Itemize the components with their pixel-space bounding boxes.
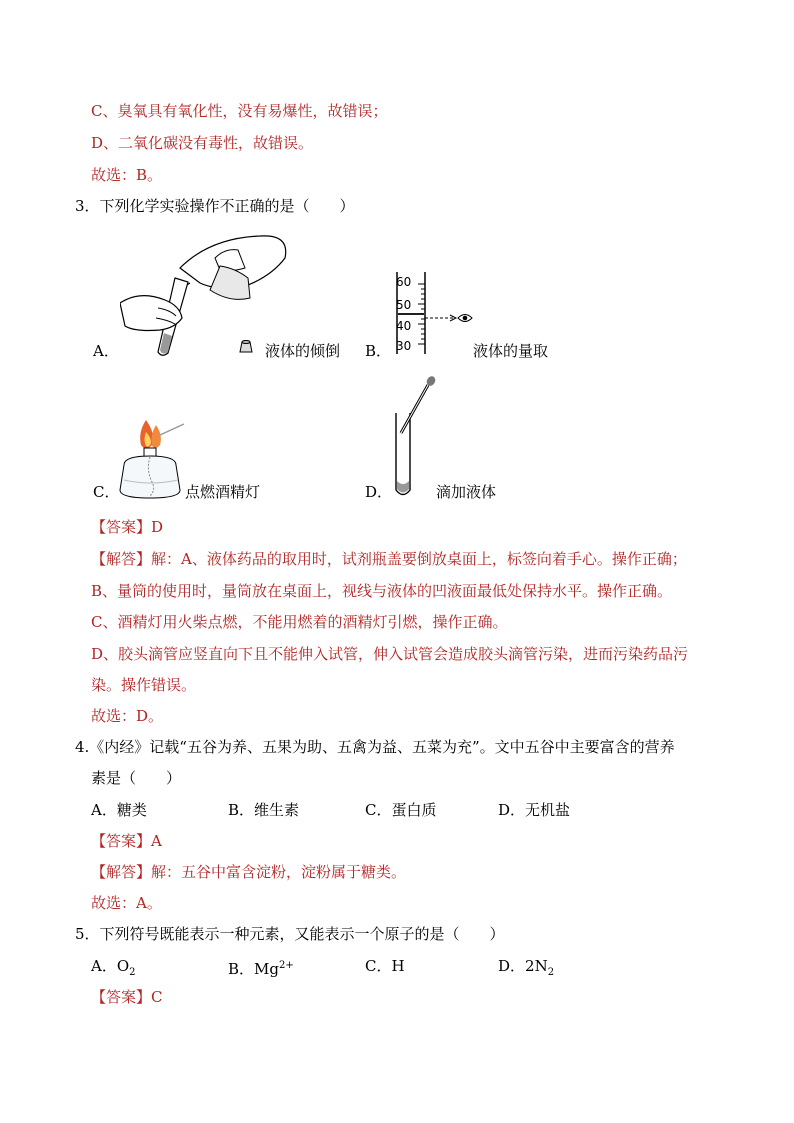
cylinder-tick-60: 60: [396, 275, 412, 289]
bottle-cap-icon: [237, 338, 255, 354]
explanation-4: [91, 862, 406, 882]
cylinder-tick-30: 30: [396, 339, 412, 353]
explanation-tag: 【解答】: [91, 863, 152, 881]
q5-option-c: C．H: [365, 957, 405, 975]
q5-option-b-text: B．Mg: [228, 960, 279, 978]
answer-tag: 【答案】: [91, 518, 152, 536]
explanation-3-b: B、量筒的使用时，量筒放在桌面上，视线与液体的凹液面最低处保持水平。操作正确。: [91, 582, 673, 600]
option-a-label: A．: [93, 342, 119, 360]
cylinder-tick-40: 40: [396, 319, 412, 333]
option-d-label: D．: [365, 483, 393, 501]
explanation-3-a: [91, 549, 687, 569]
explanation-c: C、臭氧具有氧化性，没有易爆性，故错误；: [91, 102, 388, 120]
question-4-line1: 4.《内经》记载“五谷为养、五果为助、五禽为益、五菜为充”。文中五谷中主要富含的营养: [75, 738, 675, 756]
cylinder-tick-50: 50: [396, 298, 412, 312]
option-d-caption: 滴加液体: [436, 483, 497, 501]
q5-option-a-text: A．O: [91, 957, 130, 975]
q4-option-d: D．无机盐: [498, 801, 571, 819]
q5-option-d-text: D．2N: [498, 957, 548, 975]
q5-option-a: [91, 956, 136, 983]
question-3: 3．下列化学实验操作不正确的是（ ）: [75, 197, 355, 215]
q5-option-d-sub: 2: [547, 967, 555, 978]
answer-5: [91, 987, 163, 1007]
q5-option-b: [228, 956, 294, 979]
explanation-tag: 【解答】: [91, 550, 152, 568]
choice-line: 故选：B。: [91, 166, 163, 184]
q5-option-d: [498, 956, 554, 983]
explanation-d: D、二氧化碳没有毒性，故错误。: [91, 134, 314, 152]
dropper-figure: [392, 375, 442, 500]
alcohol-lamp-figure: [116, 410, 191, 500]
answer-tag: 【答案】: [91, 832, 152, 850]
option-c-caption: 点燃酒精灯: [185, 483, 261, 501]
answer-tag: 【答案】: [91, 988, 152, 1006]
pouring-liquid-figure: [120, 228, 300, 358]
choice-4: 故选：A。: [91, 894, 162, 912]
q5-option-a-sub: 2: [129, 967, 136, 978]
option-b-label: B．: [365, 342, 392, 360]
answer-value: D: [151, 518, 164, 536]
answer-4: [91, 831, 162, 851]
q4-option-b: B．维生素: [228, 801, 300, 819]
q4-option-c: C．蛋白质: [365, 801, 437, 819]
q5-option-b-sup: 2+: [278, 960, 294, 971]
explanation-text: 解：五谷中富含淀粉，淀粉属于糖类。: [151, 863, 407, 881]
answer-value: A: [151, 832, 162, 850]
option-a-caption: 液体的倾倒: [265, 342, 341, 360]
answer-3: [91, 517, 163, 537]
option-b-caption: 液体的量取: [473, 342, 549, 360]
explanation-3-c: C、酒精灯用火柴点燃，不能用燃着的酒精灯引燃，操作正确。: [91, 613, 508, 631]
answer-value: C: [151, 988, 163, 1006]
option-c-label: C．: [93, 483, 120, 501]
question-5: 5．下列符号既能表示一种元素，又能表示一个原子的是（ ）: [75, 925, 505, 943]
explanation-text: 解：A、液体药品的取用时，试剂瓶盖要倒放桌面上，标签向着手心。操作正确；: [151, 550, 687, 568]
explanation-3-d1: D、胶头滴管应竖直向下且不能伸入试管，伸入试管会造成胶头滴管污染，进而污染药品污: [91, 645, 689, 663]
q4-option-a: A．糖类: [91, 801, 147, 819]
question-4-line2: 素是（ ）: [91, 769, 182, 787]
explanation-3-d2: 染。操作错误。: [91, 676, 197, 694]
choice-3: 故选：D。: [91, 707, 164, 725]
